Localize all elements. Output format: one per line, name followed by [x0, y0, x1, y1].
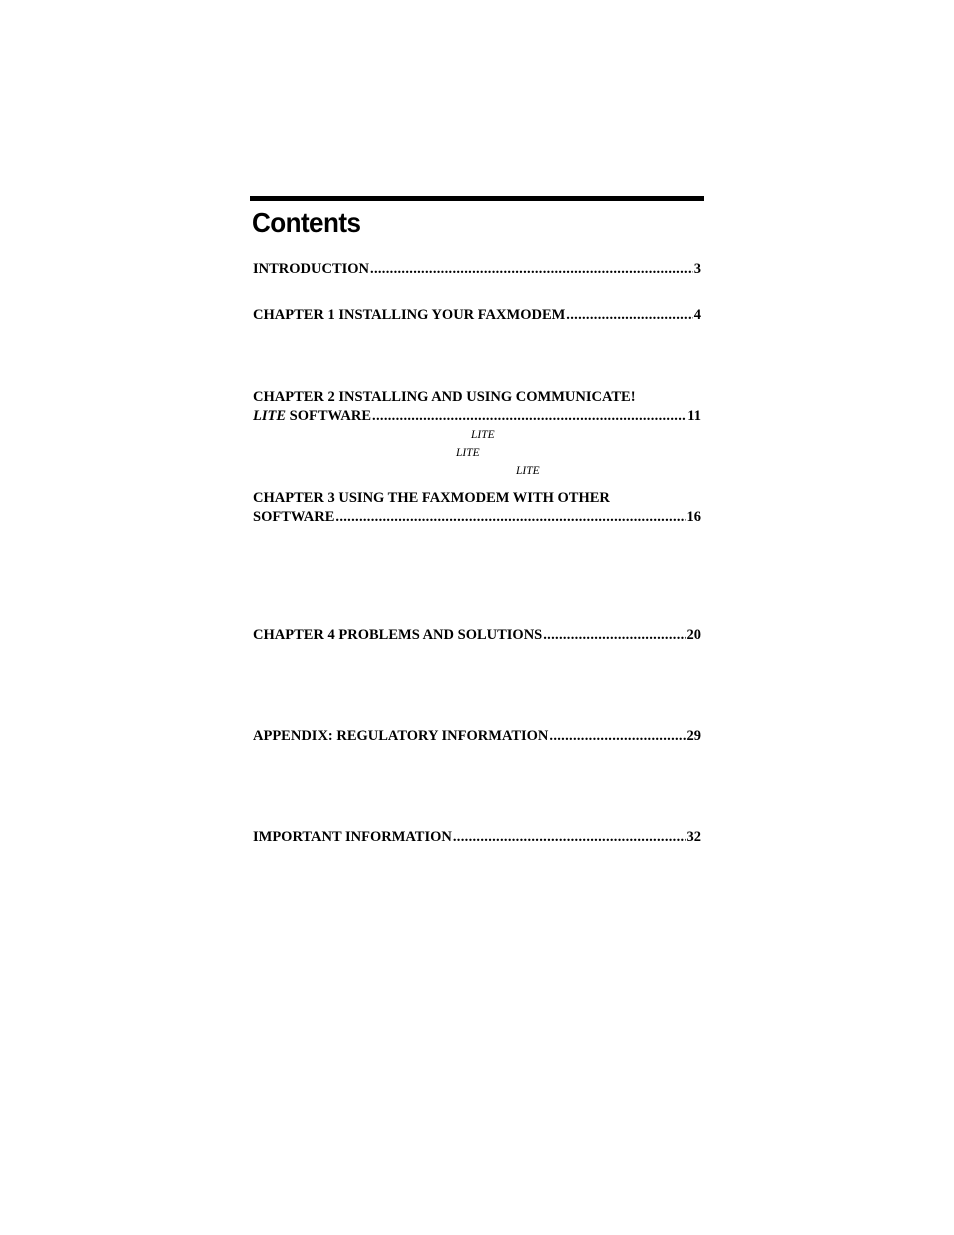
toc-page-number: 20: [686, 627, 701, 643]
toc-entry-chapter-4[interactable]: [253, 626, 701, 644]
toc-entry-important-information[interactable]: [253, 828, 701, 846]
page-title: Contents: [252, 207, 361, 238]
toc-page-number: 29: [686, 728, 701, 744]
toc-sub-entry-lite: LITE: [456, 447, 480, 459]
toc-entry-title-continued: SOFTWARE: [253, 509, 335, 525]
toc-page-number: 16: [686, 509, 701, 525]
dot-leader: [453, 828, 686, 846]
toc-sub-entry-lite: LITE: [471, 429, 495, 441]
toc-page-number: 4: [693, 307, 701, 323]
toc-page-number: 3: [693, 261, 701, 277]
toc-entry-title: CHAPTER 1 INSTALLING YOUR FAXMODEM: [253, 307, 566, 323]
dot-leader: [566, 306, 692, 324]
toc-entry-chapter-2-line-2[interactable]: [253, 407, 701, 425]
toc-entry-chapter-2-line-1[interactable]: [253, 388, 701, 406]
toc-entry-title: CHAPTER 4 PROBLEMS AND SOLUTIONS: [253, 627, 543, 643]
dot-leader: [370, 260, 693, 278]
toc-page-number: 11: [687, 408, 701, 424]
toc-entry-title: IMPORTANT INFORMATION: [253, 829, 452, 845]
toc-entry-introduction[interactable]: [253, 260, 701, 278]
toc-page-number: 32: [686, 829, 701, 845]
toc-entry-appendix[interactable]: [253, 727, 701, 745]
dot-leader: [372, 407, 686, 425]
toc-sub-entry-lite: LITE: [516, 465, 540, 477]
dot-leader: [335, 508, 685, 526]
toc-entry-title: APPENDIX: REGULATORY INFORMATION: [253, 728, 549, 744]
dot-leader: [543, 626, 685, 644]
toc-entry-title: CHAPTER 2 INSTALLING AND USING COMMUNICATE!: [253, 389, 636, 405]
dot-leader: [549, 727, 685, 745]
heading-rule: [250, 196, 704, 201]
toc-entry-chapter-1[interactable]: [253, 306, 701, 324]
software-text: SOFTWARE: [286, 408, 372, 424]
toc-entry-chapter-3-line-1[interactable]: [253, 489, 701, 507]
toc-entry-title: INTRODUCTION: [253, 261, 370, 277]
toc-entry-title-continued: [253, 407, 371, 425]
lite-italic-text: LITE: [253, 408, 287, 424]
toc-entry-chapter-3-line-2[interactable]: [253, 508, 701, 526]
toc-entry-title: CHAPTER 3 USING THE FAXMODEM WITH OTHER: [253, 490, 610, 506]
